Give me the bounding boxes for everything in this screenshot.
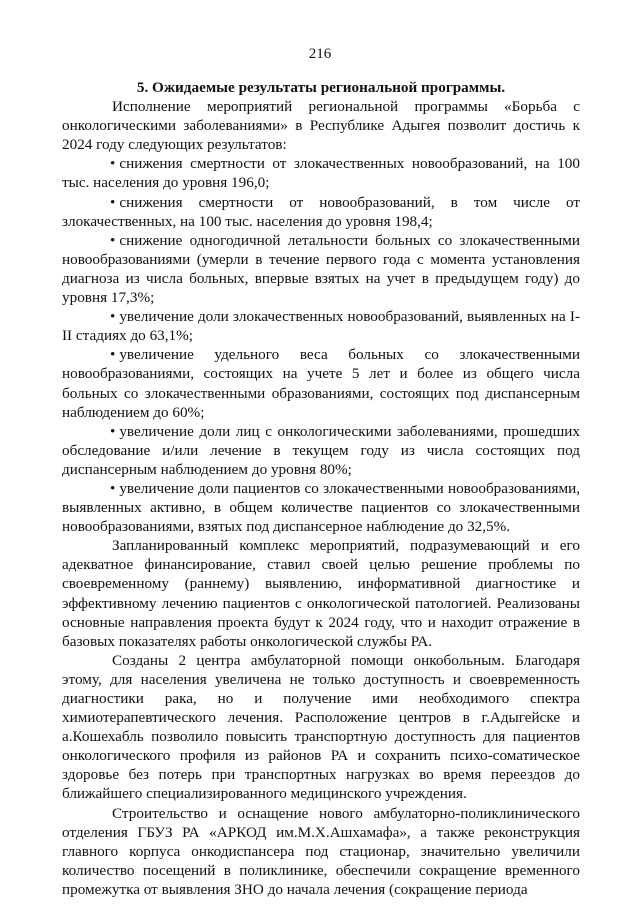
list-item-text: увеличение доли злокачественных новообразований, выявленных на I-II стадиях до 63,1%; <box>62 308 580 345</box>
document-body <box>62 78 580 899</box>
list-item <box>62 307 580 345</box>
list-item-text: увеличение удельного веса больных со злокачественными новообразованиями, состоящих на учете 5 лет и более из общего числа больных со злокачественными образованиями, состоящих под диспансерным наблюдением до 60%; <box>62 346 580 421</box>
list-item <box>62 345 580 421</box>
list-item <box>62 193 580 231</box>
list-item <box>62 479 580 536</box>
page-number: 216 <box>308 46 332 62</box>
bullet-icon: • <box>110 155 116 173</box>
section-title: 5. Ожидаемые результаты региональной программы. <box>136 79 506 96</box>
list-item-text: снижения смертности от новообразований, в том числе от злокачественных, на 100 тыс. населения до уровня 198,4; <box>62 193 580 230</box>
list-item <box>62 422 580 479</box>
list-item-text: снижения смертности от злокачественных новообразований, на 100 тыс. населения до уровня 196,0; <box>62 155 580 192</box>
body-paragraph: Строительство и оснащение нового амбулаторно-поликлинического отделения ГБУЗ РА «АРКОД им.М.Х.Ашхамафа», а также реконструкция главного корпуса онкодиспансера под стационар, значительно увеличили количество посещений в поликлинике, обеспечили сокращение временного промежутка от выявления ЗНО до начала лечения (сокращение периода <box>62 804 580 898</box>
bullet-icon: • <box>110 479 116 497</box>
results-list <box>62 154 580 536</box>
bullet-icon: • <box>110 346 116 364</box>
bullet-icon: • <box>110 308 116 326</box>
bullet-icon: • <box>110 422 116 440</box>
list-item-text: увеличение доли пациентов со злокачественными новообразованиями, выявленных активно, в общем количестве пациентов со злокачественными новообразованиями, взятых под диспансерное наблюдение до 32,5%. <box>62 479 580 536</box>
list-item <box>62 231 580 307</box>
list-item <box>62 154 580 192</box>
body-paragraph: Созданы 2 центра амбулаторной помощи онкобольным. Благодаря этому, для населения увеличена не только доступность и своевременность диагностики рака, но и получение ими необходимого спектра химиотерапевтического лечения. Расположение центров в г.Адыгейске и а.Кошехабль позволило повысить транспортную доступность для пациентов онкологического профиля из районов РА и сохранить психо-соматическое здоровье без потерь при транспортных нагрузках во время переездов до ближайшего специализированного медицинского учреждения. <box>62 651 580 803</box>
body-paragraph: Запланированный комплекс мероприятий, подразумевающий и его адекватное финансирование, ставил своей целью решение проблемы по своевременному (раннему) выявлению, информативной диагностике и эффективному лечению пациентов с онкологической патологией. Реализованы основные направления проекта будут к 2024 году, что и находит отражение в базовых показателях работы онкологической службы РА. <box>62 537 580 650</box>
bullet-icon: • <box>110 231 116 249</box>
list-item-text: снижение одногодичной летальности больных со злокачественными новообразованиями (умерли в течение первого года с момента установления диагноза из числа больных, впервые взятых на учет в предыдущем году) до уровня 17,3%; <box>62 231 580 307</box>
list-item-text: увеличение доли лиц с онкологическими заболеваниями, прошедших обследование и/или лечение в текущем году из числа состоящих под диспансерным наблюдением до уровня 80%; <box>62 422 580 478</box>
intro-paragraph: Исполнение мероприятий региональной программы «Борьба с онкологическими заболеваниями» в Республике Адыгея позволит достичь к 2024 году следующих результатов: <box>62 98 580 154</box>
bullet-icon: • <box>110 193 116 211</box>
